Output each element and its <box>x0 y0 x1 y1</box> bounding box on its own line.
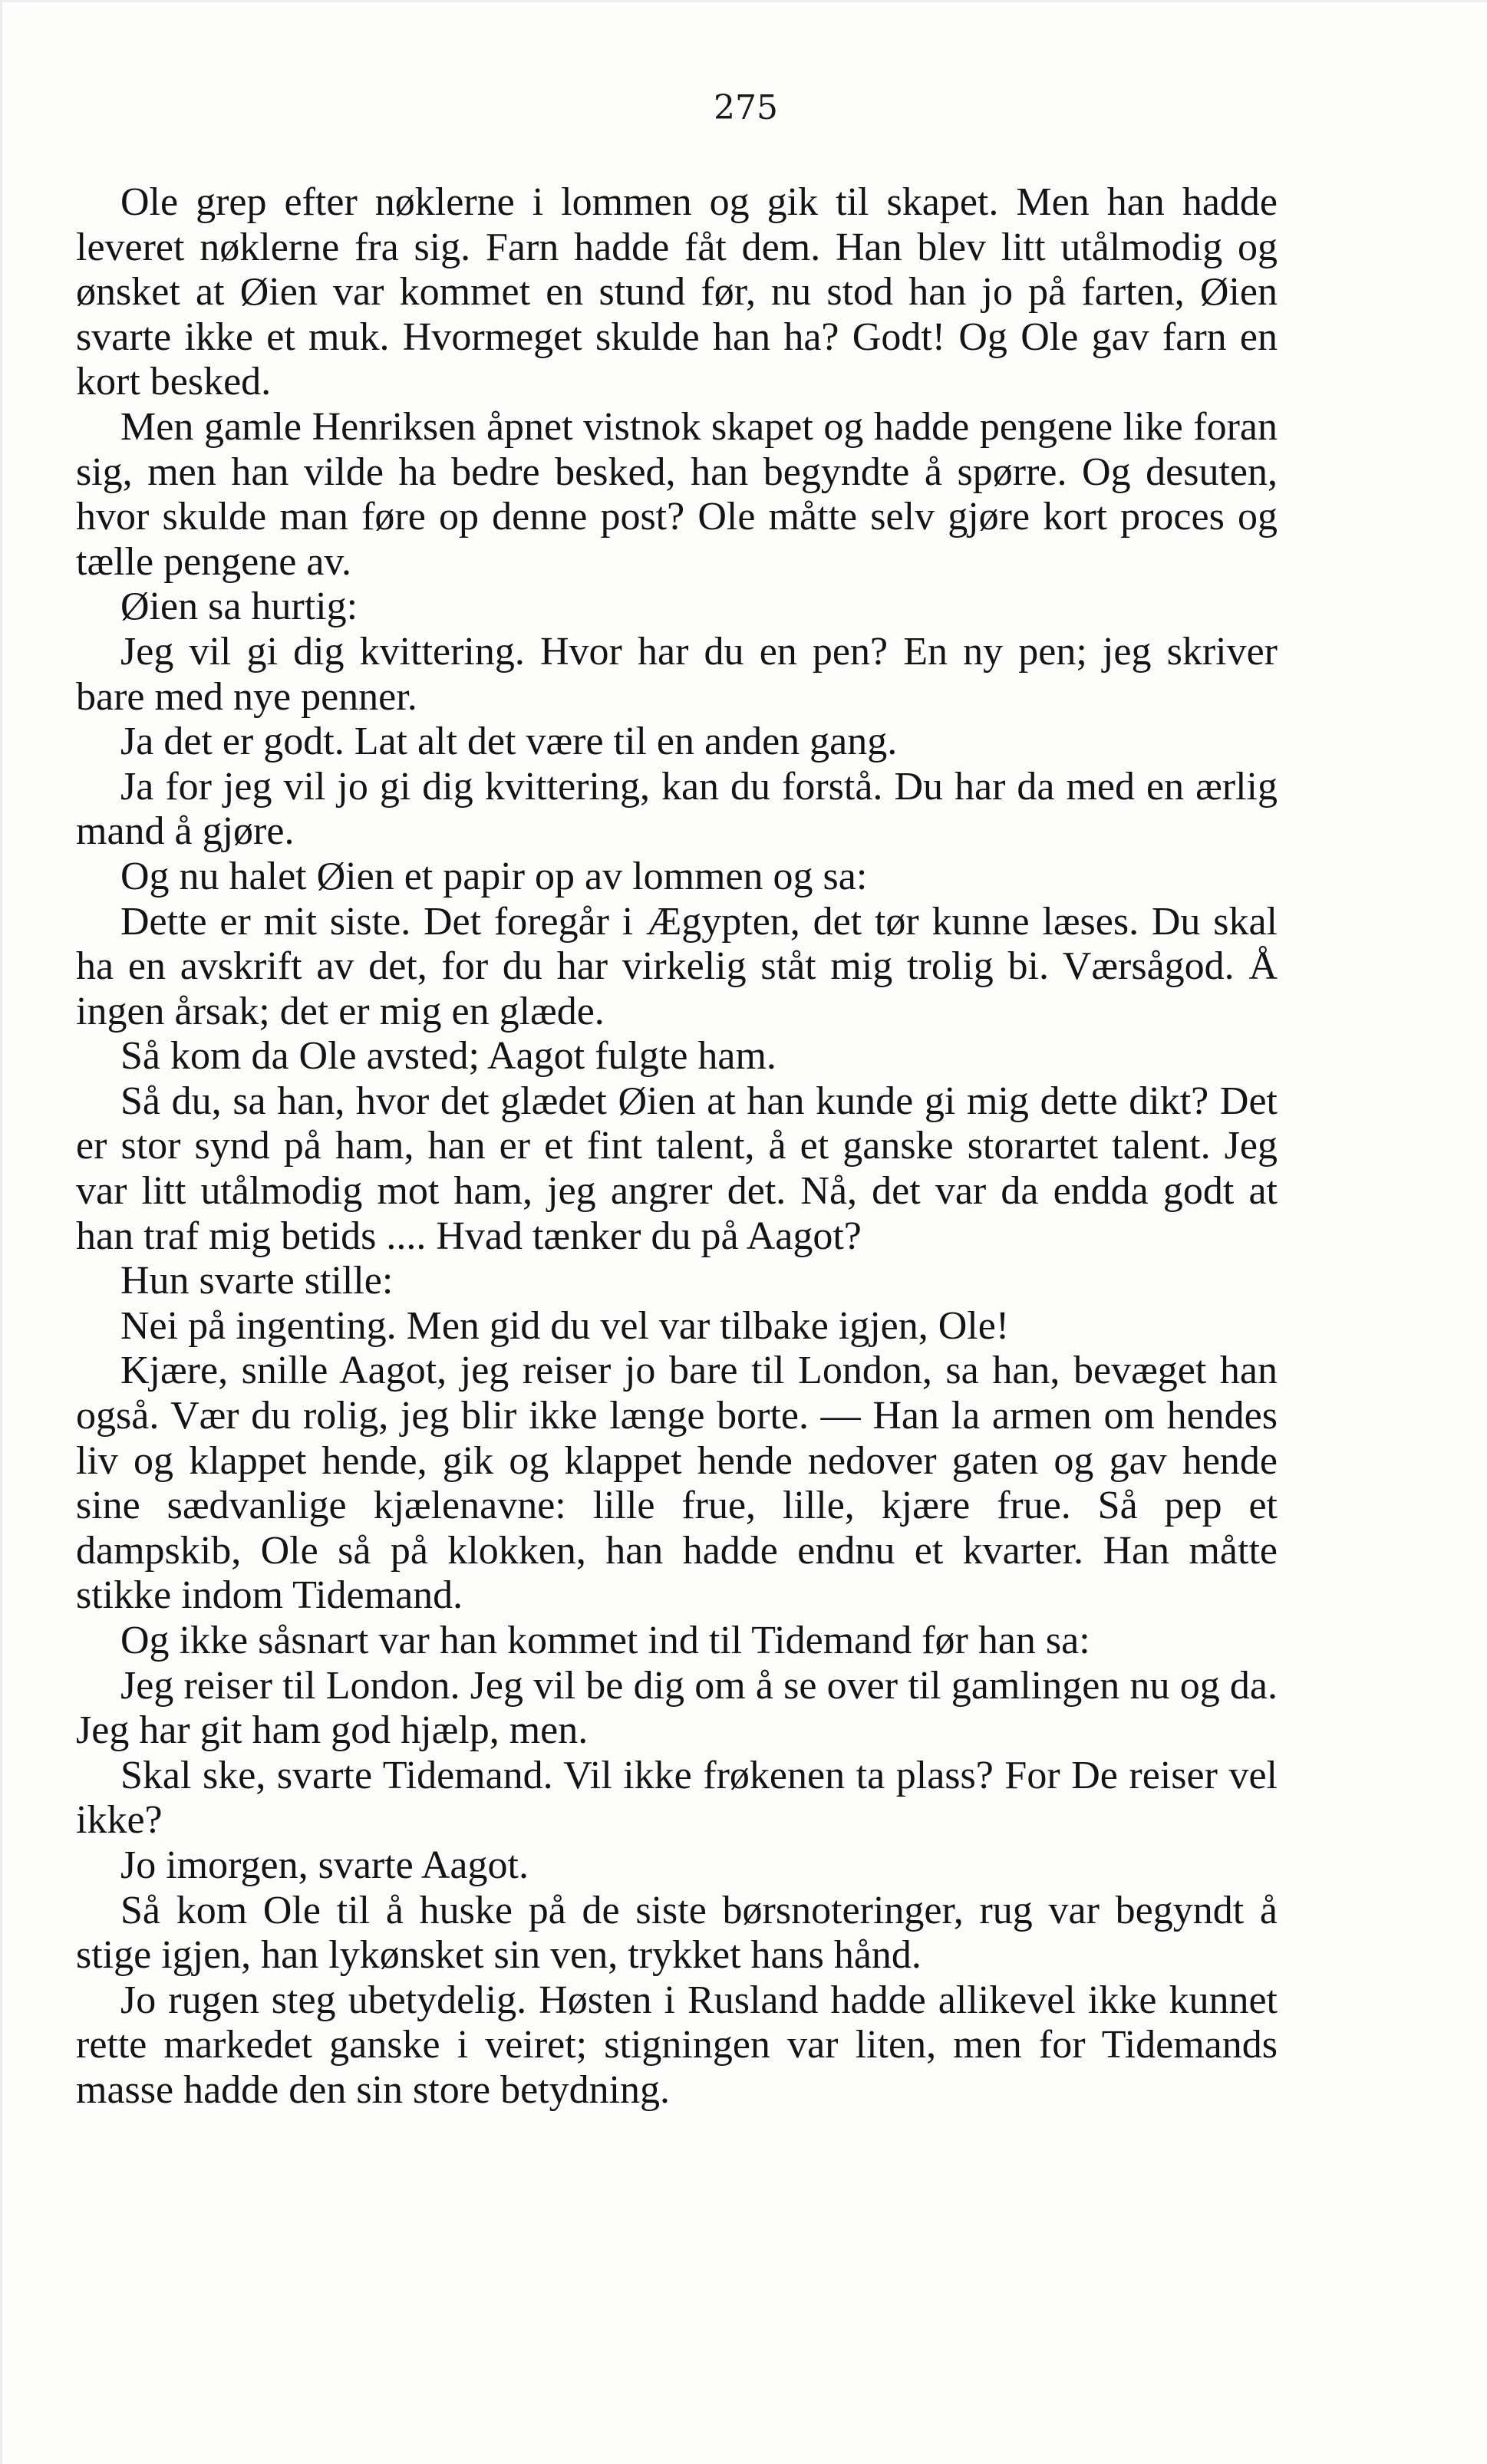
paragraph: Jeg reiser til London. Jeg vil be dig om å se over til gamlingen nu og da. Jeg har git ham god hjælp, men. <box>76 1663 1278 1753</box>
page-number: 275 <box>714 88 778 127</box>
paragraph: Jo imorgen, svarte Aagot. <box>120 1843 529 1887</box>
paragraph: Men gamle Henriksen åpnet vistnok skapet og hadde pengene like foran sig, men han vilde ha bedre besked, han begyndte å spørre. Og desuten, hvor skulde man føre op denne post? Ole måtte selv gjøre kort proces og tælle pengene av. <box>76 404 1278 584</box>
paragraph: Og nu halet Øien et papir op av lommen og sa: <box>120 854 868 898</box>
paragraph: Så du, sa han, hvor det glædet Øien at han kunde gi mig dette dikt? Det er stor synd på ham, han er et fint talent, å et ganske storartet talent. Jeg var litt utålmodig mot ham, jeg angrer det. Nå, det var da endda godt at han traf mig betids .... Hvad tænker du på Aagot? <box>76 1079 1278 1258</box>
paragraph: Så kom da Ole avsted; Aagot fulgte ham. <box>120 1034 776 1079</box>
paragraph: Og ikke såsnart var han kommet ind til Tidemand før han sa: <box>120 1619 1090 1662</box>
paragraph: Så kom Ole til å huske på de siste børsnoteringer, rug var begyndt å stige igjen, han lykønsket sin ven, trykket hans hånd. <box>76 1888 1278 1978</box>
paragraph: Nei på ingenting. Men gid du vel var tilbake igjen, Ole! <box>120 1303 1010 1348</box>
paragraph: Dette er mit siste. Det foregår i Ægypten, det tør kunne læses. Du skal ha en avskrift av det, for du har virkelig ståt mig trolig bi. Værsågod. Å ingen årsak; det er mig en glæde. <box>76 899 1278 1033</box>
paragraph: Skal ske, svarte Tidemand. Vil ikke frøkenen ta plass? For De reiser vel ikke? <box>76 1753 1278 1843</box>
paragraph: Jeg vil gi dig kvittering. Hvor har du en pen? En ny pen; jeg skriver bare med nye penner. <box>76 629 1278 719</box>
paragraph: Jo rugen steg ubetydelig. Høsten i Rusland hadde allikevel ikke kunnet rette markedet ganske i veiret; stigningen var liten, men for Tidemands masse hadde den sin store betydning. <box>76 1978 1278 2112</box>
paragraph: Ja det er godt. Lat alt det være til en anden gang. <box>120 720 898 764</box>
paragraph: Øien sa hurtig: <box>120 585 358 629</box>
paragraph: Kjære, snille Aagot, jeg reiser jo bare til London, sa han, bevæget han også. Vær du rolig, jeg blir ikke længe borte. — Han la armen om hendes liv og klappet hende, gik og klappet hende nedover gaten og gav hende sine sædvanlige kjælenavne: lille frue, lille, kjære frue. Så pep et dampskib, Ole så på klokken, han hadde endnu et kvarter. Han måtte stikke indom Tidemand. <box>76 1349 1278 1618</box>
body-text <box>76 180 1278 2113</box>
paragraph: Ja for jeg vil jo gi dig kvittering, kan du forstå. Du har da med en ærlig mand å gjøre. <box>76 764 1278 854</box>
paragraph: Ole grep efter nøklerne i lommen og gik til skapet. Men han hadde leveret nøklerne fra sig. Farn hadde fåt dem. Han blev litt utålmodig og ønsket at Øien var kommet en stund før, nu stod han jo på farten, Øien svarte ikke et muk. Hvormeget skulde han ha? Godt! Og Ole gav farn en kort besked. <box>76 180 1278 404</box>
paragraph: Hun svarte stille: <box>120 1259 394 1303</box>
